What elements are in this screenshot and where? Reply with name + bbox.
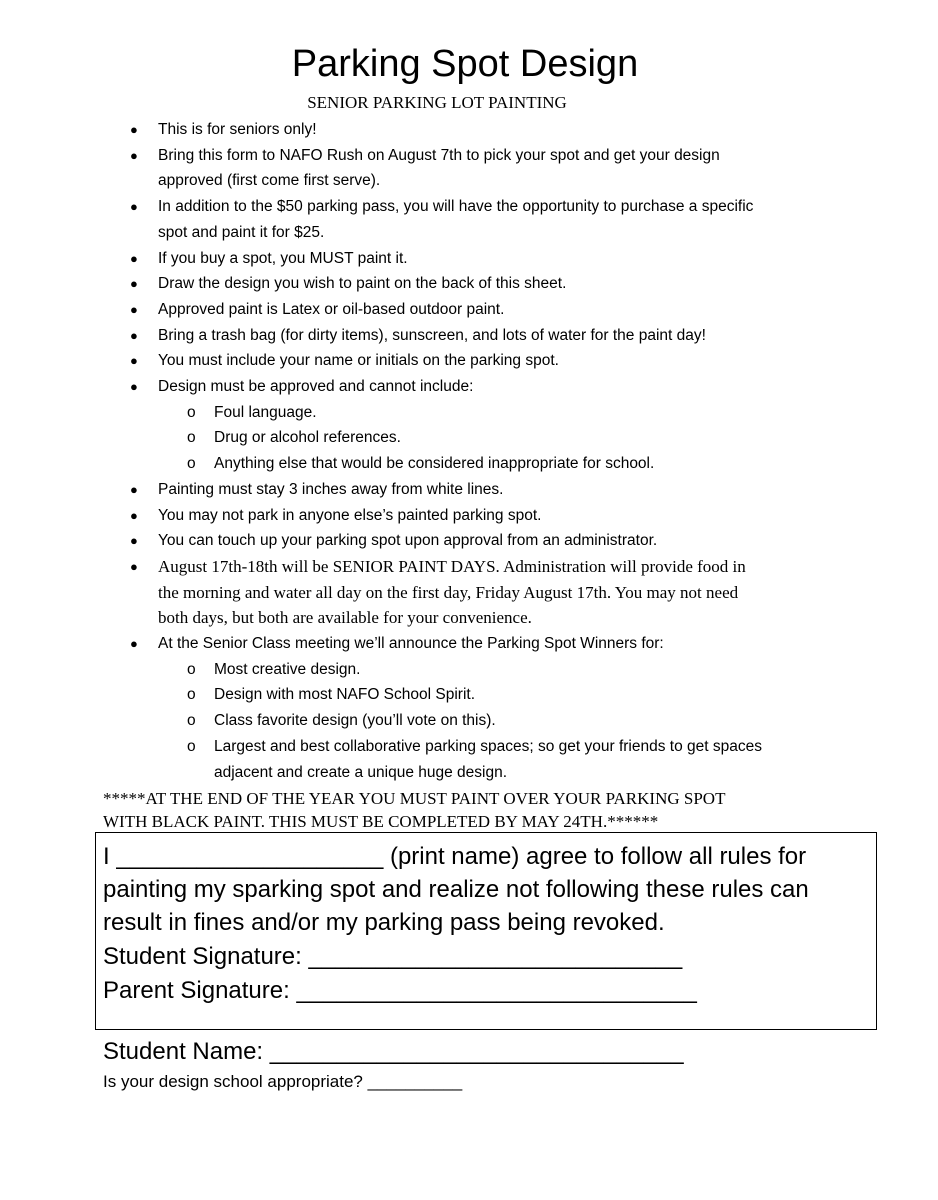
list-item-text: spot and paint it for $25.	[158, 224, 325, 241]
bullet-icon: ●	[130, 559, 138, 574]
list-item-text: Draw the design you wish to paint on the back of this sheet.	[158, 275, 567, 292]
bullet-icon: ●	[130, 482, 138, 497]
page-subtitle: SENIOR PARKING LOT PAINTING	[307, 93, 567, 112]
list-item	[0, 606, 938, 630]
list-item	[0, 555, 938, 579]
list-item-text: You may not park in anyone else’s painted parking spot.	[158, 507, 542, 524]
list-item-text: If you buy a spot, you MUST paint it.	[158, 250, 408, 267]
list-item	[0, 324, 938, 348]
list-item	[0, 169, 938, 193]
list-item	[0, 195, 938, 219]
parent-signature-line: Parent Signature: ______________________________	[103, 977, 697, 1004]
list-item-text: August 17th-18th will be SENIOR PAINT DAYS. Administration will provide food in	[158, 557, 746, 576]
hollow-bullet-icon: o	[187, 455, 196, 472]
list-item-text: Bring this form to NAFO Rush on August 7th to pick your spot and get your design	[158, 147, 720, 164]
list-item	[0, 632, 938, 656]
student-signature-line: Student Signature: ____________________________	[103, 943, 683, 970]
hollow-bullet-icon: o	[187, 712, 196, 729]
warning-line-2: WITH BLACK PAINT. THIS MUST BE COMPLETED BY MAY 24TH.******	[103, 812, 659, 831]
sub-list-item	[0, 761, 938, 785]
list-item-text: Foul language.	[214, 404, 317, 421]
list-item-text: Most creative design.	[214, 661, 361, 678]
list-item-text: In addition to the $50 parking pass, you will have the opportunity to purchase a specific	[158, 198, 754, 215]
list-item	[0, 478, 938, 502]
list-item	[0, 272, 938, 296]
list-item	[0, 144, 938, 168]
warning-line-1: *****AT THE END OF THE YEAR YOU MUST PAINT OVER YOUR PARKING SPOT	[103, 789, 726, 808]
list-item-text: Design with most NAFO School Spirit.	[214, 686, 476, 703]
list-item	[0, 504, 938, 528]
list-item	[0, 581, 938, 605]
list-item-text: Approved paint is Latex or oil-based outdoor paint.	[158, 301, 505, 318]
design-appropriate-question: Is your design school appropriate? __________	[103, 1072, 463, 1091]
sub-list-item	[0, 426, 938, 450]
list-item-text: This is for seniors only!	[158, 121, 317, 138]
list-item	[0, 298, 938, 322]
hollow-bullet-icon: o	[187, 661, 196, 678]
bullet-icon: ●	[130, 328, 138, 343]
list-item-text: Bring a trash bag (for dirty items), sunscreen, and lots of water for the paint day!	[158, 327, 706, 344]
bullet-icon: ●	[130, 302, 138, 317]
list-item-text: adjacent and create a unique huge design.	[214, 764, 508, 781]
page-title: Parking Spot Design	[291, 43, 639, 85]
list-item-text: You can touch up your parking spot upon approval from an administrator.	[158, 532, 658, 549]
list-item-text: At the Senior Class meeting we’ll announce the Parking Spot Winners for:	[158, 635, 664, 652]
list-item	[0, 247, 938, 271]
bullet-icon: ●	[130, 122, 138, 137]
bullet-icon: ●	[130, 379, 138, 394]
sub-list-item	[0, 452, 938, 476]
hollow-bullet-icon: o	[187, 404, 196, 421]
list-item-text: Largest and best collaborative parking spaces; so get your friends to get spaces	[214, 738, 762, 755]
list-item-text: Design must be approved and cannot include:	[158, 378, 474, 395]
bullet-icon: ●	[130, 276, 138, 291]
sub-list-item	[0, 683, 938, 707]
bullet-icon: ●	[130, 353, 138, 368]
list-item-text: Painting must stay 3 inches away from white lines.	[158, 481, 504, 498]
bullet-icon: ●	[130, 199, 138, 214]
list-item-text: You must include your name or initials on the parking spot.	[158, 352, 559, 369]
sub-list-item	[0, 401, 938, 425]
bullet-icon: ●	[130, 636, 138, 651]
list-item	[0, 118, 938, 142]
agreement-line-2: painting my sparking spot and realize not following these rules can	[103, 876, 809, 903]
agreement-line-1: I ____________________ (print name) agree to follow all rules for	[103, 843, 807, 870]
agreement-box	[95, 832, 877, 1030]
list-item	[0, 529, 938, 553]
sub-list-item	[0, 709, 938, 733]
list-item	[0, 375, 938, 399]
student-name-line: Student Name: _______________________________	[103, 1038, 684, 1065]
hollow-bullet-icon: o	[187, 738, 196, 755]
list-item-text: approved (first come first serve).	[158, 172, 381, 189]
list-item	[0, 221, 938, 245]
list-item-text: Drug or alcohol references.	[214, 429, 401, 446]
sub-list-item	[0, 735, 938, 759]
bullet-icon: ●	[130, 533, 138, 548]
agreement-line-3: result in fines and/or my parking pass being revoked.	[103, 909, 665, 936]
hollow-bullet-icon: o	[187, 686, 196, 703]
list-item	[0, 349, 938, 373]
list-item-text: the morning and water all day on the first day, Friday August 17th. You may not need	[158, 583, 739, 602]
list-item-text: Anything else that would be considered inappropriate for school.	[214, 455, 655, 472]
bullet-icon: ●	[130, 148, 138, 163]
list-item-text: Class favorite design (you’ll vote on this).	[214, 712, 496, 729]
sub-list-item	[0, 658, 938, 682]
hollow-bullet-icon: o	[187, 429, 196, 446]
bullet-icon: ●	[130, 251, 138, 266]
list-item-text: both days, but both are available for your convenience.	[158, 608, 532, 627]
bullet-icon: ●	[130, 508, 138, 523]
